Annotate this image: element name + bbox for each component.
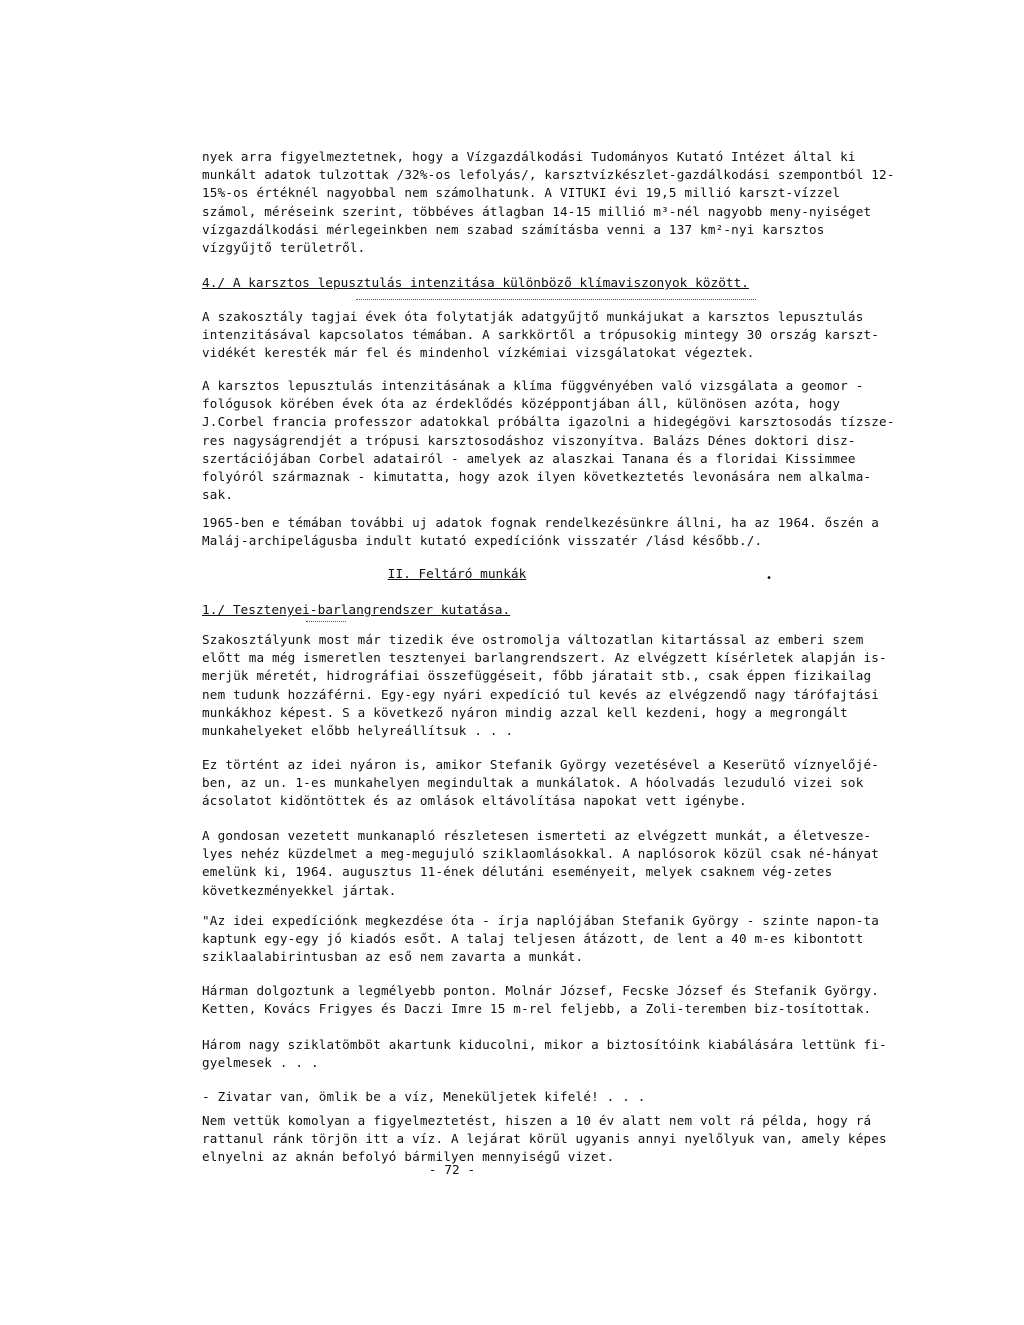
paragraph-harman: Hárman dolgoztunk a legmélyebb ponton. Molnár József, Fecske József és Stefanik György. Ketten, Kovács Frigyes és Daczi Imre 15 m-rel feljebb, a Zoli-teremben biz-tosítottak. [202, 983, 880, 1017]
subsection-heading-tesztenye: 1./ Tesztenyei-barlangrendszer kutatása. [202, 603, 511, 618]
paragraph-vituki: nyek arra figyelmeztetnek, hogy a Vízgazdálkodási Tudományos Kutató Intézet által ki munkált adatok tulzottak /32%-os lefolyás/, karsztvízkészlet-gazdálkodási szempontból 12-15%-os értéknél nagyobbal nem számolhatunk. A VITUKI évi 19,5 millió karszt-vízzel számol, méréseink szerint, többéves átlagban 14-15 millió m³-nél nagyobb meny-nyiséget vízgazdálkodási mérlegeinkben nem szabad számításba venni a 137 km²-nyi karsztos vízgyűjtő területről. [202, 149, 895, 256]
paragraph-szakosztaly: A szakosztály tagjai évek óta folytatják adatgyűjtő munkájukat a karsztos lepusztulás intenzitásával kapcsolatos témában. A sarkkörtől a trópusokig mintegy 30 ország karszt-vidékét keresték már fel és mindenhol vízkémiai vizsgálatokat végeztek. [202, 309, 880, 361]
paragraph-klima: A karsztos lepusztulás intenzitásának a klíma függvényében való vizsgálata a geomor - fológusok körében évek óta az érdeklődés középpontjában áll, különösen azóta, hogy J.Corbel francia professzor adatokkal próbálta igazolni a hidegégövi karsztosodás tízsze-res nagyságrendjét a trópusi karsztosodáshoz viszonyítva. Balázs Dénes doktori disz-szertációjában Corbel adatairól - amelyek az alaszkai Tanana és a floridai Kissimmee folyóról származnak - kimutatta, hogy azok ilyen következtetés levonására nem alkalma-sak. [202, 378, 895, 503]
paragraph-nyar: Ez történt az idei nyáron is, amikor Stefanik György vezetésével a Keserütő víznyelőjé-ben, az un. 1-es munkahelyen megindultak a munkálatok. A hóolvadás lezuduló vizei sok ácsolatot kidöntöttek és az omlások eltávolítása napokat vett igénybe. [202, 757, 880, 809]
paragraph-zivatar: - Zivatar van, ömlik be a víz, Meneküljetek kifelé! . . . [202, 1089, 646, 1104]
paragraph-1965: 1965-ben e témában további uj adatok fognak rendelkezésünkre állni, ha az 1964. őszén a Maláj-archipelágusba indult kutató expedíciónk visszatér /lásd később./. [202, 515, 880, 549]
paragraph-szikla: Három nagy sziklatömböt akartunk kiducolni, mikor a biztosítóink kiabálására lettünk fi-gyelmesek . . . [202, 1037, 887, 1071]
paragraph-naplo: A gondosan vezetett munkanapló részletesen ismerteti az elvégzett munkát, a életvesze-lyes nehéz küzdelmet a meg-megujuló sziklaomlásokkal. A naplósorok közül csak né-hányat emelünk ki, 1964. augusztus 11-ének délutáni eseményeit, melyek csaknem vég-zetes következményekkel jártak. [202, 828, 880, 898]
dotted-separator [356, 299, 756, 301]
paragraph-figyelmeztetes: Nem vettük komolyan a figyelmeztetést, hiszen a 10 év alatt nem volt rá példa, hogy rá rattanul ránk törjön itt a víz. A lejárat körül ugyanis annyi nyelőlyuk van, amely képes elnyelni az aknán befolyó bármilyen mennyiségű vizet. [202, 1113, 887, 1165]
page-number: - 72 - [428, 1163, 476, 1178]
section-heading-karszt-lepusztulas: 4./ A karsztos lepusztulás intenzitása különböző klímaviszonyok között. [202, 276, 750, 291]
paragraph-idezet: "Az idei expedíciónk megkezdése óta - írja naplójában Stefanik György - szinte napon-ta kaptunk egy-egy jó kiadós esőt. A talaj teljesen átázott, de lent a 40 m-es kibontott sziklaalabirintusban az eső nem zavarta a munkát. [202, 913, 880, 965]
dotted-underline [306, 621, 346, 623]
stray-mark: • [766, 573, 773, 584]
part-heading-feltaro [202, 566, 712, 584]
paragraph-ostrom: Szakosztályunk most már tizedik éve ostromolja változatlan kitartással az emberi szem előtt ma még ismeretlen tesztenyei barlangrendszert. Az elvégzett kísérletek alapján is-merjük méretét, hidrográfiai összefüggéseit, főbb járatait stb., csak éppen fizikailag nem tudunk hozzáférni. Egy-egy nyári expedíció tul kevés az elvégzendő nagy tárófajtási munkákhoz képest. S a következő nyáron mindig azzal kell kezdeni, hogy a megrongált munkahelyeket előbb helyreállítsuk . . . [202, 632, 887, 739]
part-heading-text: II. Feltáró munkák [387, 567, 527, 582]
